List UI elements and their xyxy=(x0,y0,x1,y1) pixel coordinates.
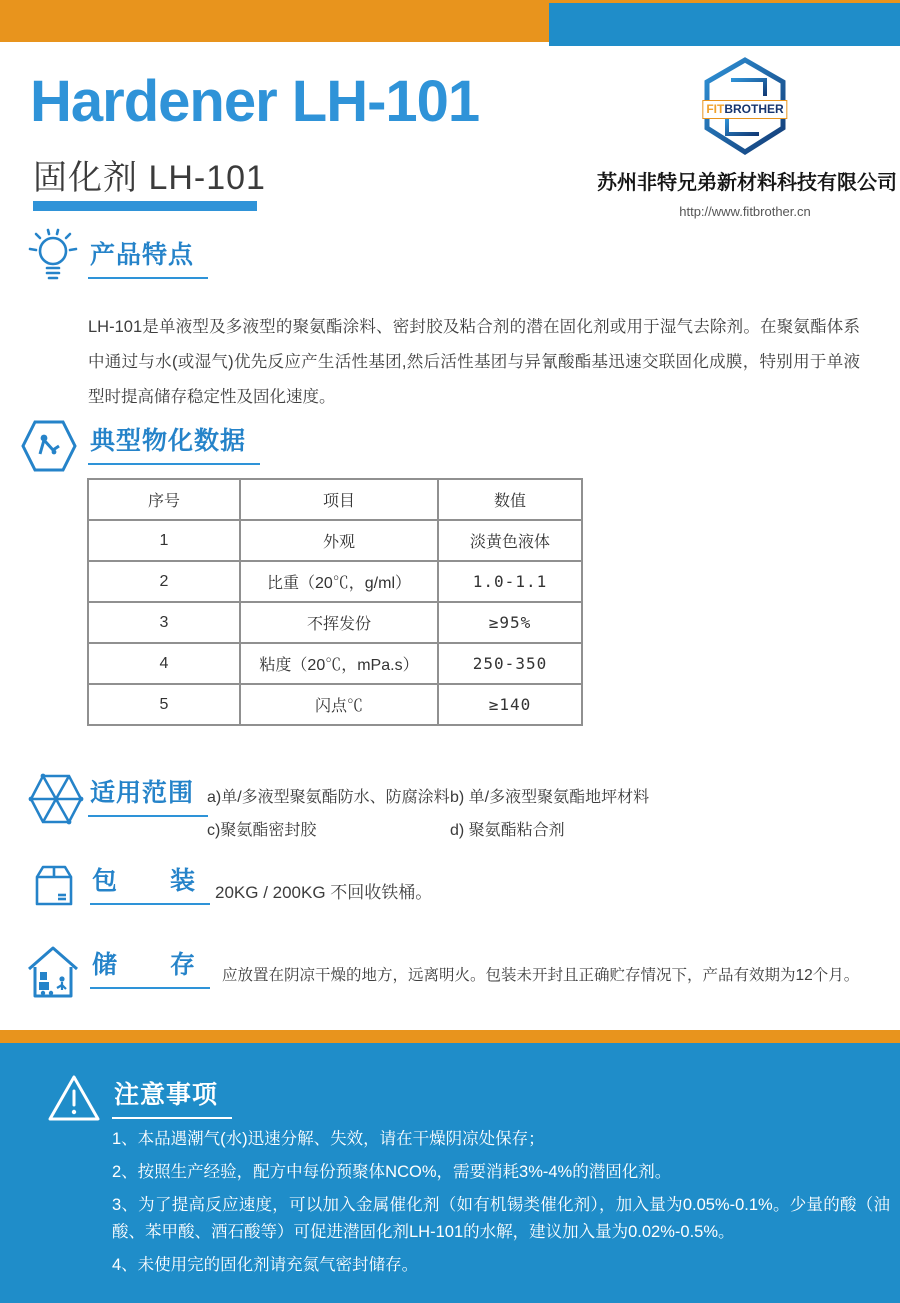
cell-value: 淡黄色液体 xyxy=(438,520,582,561)
cell-item: 比重（20℃，g/ml） xyxy=(240,561,438,602)
logo-brother-text: BROTHER xyxy=(724,102,784,116)
note-item-2: 2、按照生产经验，配方中每份预聚体NCO%，需要消耗3%-4%的潜固化剂。 xyxy=(112,1163,672,1181)
cell-item: 外观 xyxy=(240,520,438,561)
table-row xyxy=(88,561,582,602)
col-header-value: 数值 xyxy=(438,479,582,520)
note-item-1: 1、本品遇潮气(水)迅速分解、失效，请在干燥阴凉处保存； xyxy=(112,1130,545,1148)
scope-item-a: a)单/多液型聚氨酯防水、防腐涂料 xyxy=(207,789,450,806)
section-title-packaging: 包 装 xyxy=(90,866,210,905)
product-title-en: Hardener LH-101 xyxy=(30,69,480,134)
table-row xyxy=(88,520,582,561)
col-header-no: 序号 xyxy=(88,479,240,520)
company-website-link[interactable]: http://www.fitbrother.cn xyxy=(679,204,811,219)
table-row xyxy=(88,602,582,643)
cell-no: 4 xyxy=(88,643,240,684)
cell-no: 5 xyxy=(88,684,240,725)
cell-item: 闪点℃ xyxy=(240,684,438,725)
table-row xyxy=(88,643,582,684)
top-blue-bar xyxy=(549,3,900,46)
scope-item-b: b) 单/多液型聚氨酯地坪材料 xyxy=(450,789,650,806)
storage-text: 应放置在阴凉干燥的地方，远离明火。包装未开封且正确贮存情况下，产品有效期为12个月。 xyxy=(222,967,860,984)
brand-block xyxy=(597,56,897,219)
spec-table xyxy=(87,478,583,726)
warning-triangle-icon xyxy=(46,1072,102,1124)
logo-fit-text: FIT xyxy=(706,102,725,116)
product-title-cn: 固化剂 LH-101 xyxy=(33,159,266,197)
scope-item-d: d) 聚氨酯粘合剂 xyxy=(450,822,565,839)
scope-item-c: c)聚氨酯密封胶 xyxy=(207,822,317,839)
lightbulb-icon xyxy=(24,228,82,292)
fitbrother-logo xyxy=(695,56,795,158)
title-underline xyxy=(33,201,257,211)
col-header-item: 项目 xyxy=(240,479,438,520)
section-title-storage: 储 存 xyxy=(90,950,210,989)
cell-no: 2 xyxy=(88,561,240,602)
hexagon-wireframe-icon xyxy=(28,768,84,830)
packaging-text: 20KG / 200KG 不回收铁桶。 xyxy=(215,883,433,902)
cell-no: 1 xyxy=(88,520,240,561)
note-item-3: 3、为了提高反应速度，可以加入金属催化剂（如有机锡类催化剂），加入量为0.05%-0.1%。少量的酸（油酸、苯甲酸、酒石酸等）可促进潜固化剂LH-101的水解，建议加入量为0.02%-0.5%。 xyxy=(112,1196,890,1241)
cell-value: ≥140 xyxy=(438,684,582,725)
table-row xyxy=(88,684,582,725)
logo-wordmark xyxy=(702,100,787,119)
cell-no: 3 xyxy=(88,602,240,643)
section-title-scope: 适用范围 xyxy=(88,778,208,817)
notes-list xyxy=(112,1126,890,1285)
table-header-row xyxy=(88,479,582,520)
hexagon-molecule-icon xyxy=(20,416,78,476)
cell-item: 粘度（20℃，mPa.s） xyxy=(240,643,438,684)
cell-item: 不挥发份 xyxy=(240,602,438,643)
cell-value: 1.0-1.1 xyxy=(438,561,582,602)
note-item-4: 4、未使用完的固化剂请充氮气密封储存。 xyxy=(112,1256,419,1274)
section-title-phys-data: 典型物化数据 xyxy=(88,426,260,465)
box-icon xyxy=(30,860,78,912)
company-name: 苏州非特兄弟新材料科技有限公司 xyxy=(597,172,897,194)
section-title-notes: 注意事项 xyxy=(112,1080,232,1119)
section-title-features: 产品特点 xyxy=(88,240,208,279)
cell-value: 250-350 xyxy=(438,643,582,684)
bottom-orange-strip xyxy=(0,1030,900,1043)
cell-value: ≥95% xyxy=(438,602,582,643)
features-paragraph: LH-101是单液型及多液型的聚氨酯涂料、密封胶及粘合剂的潜在固化剂或用于湿气去除剂。在聚氨酯体系中通过与水(或湿气)优先反应产生活性基团,然后活性基团与异氰酸酯基迅速交联固化成膜，特别用于单液型时提高储存稳定性及固化速度。 xyxy=(88,317,860,406)
warehouse-icon xyxy=(26,942,80,1000)
